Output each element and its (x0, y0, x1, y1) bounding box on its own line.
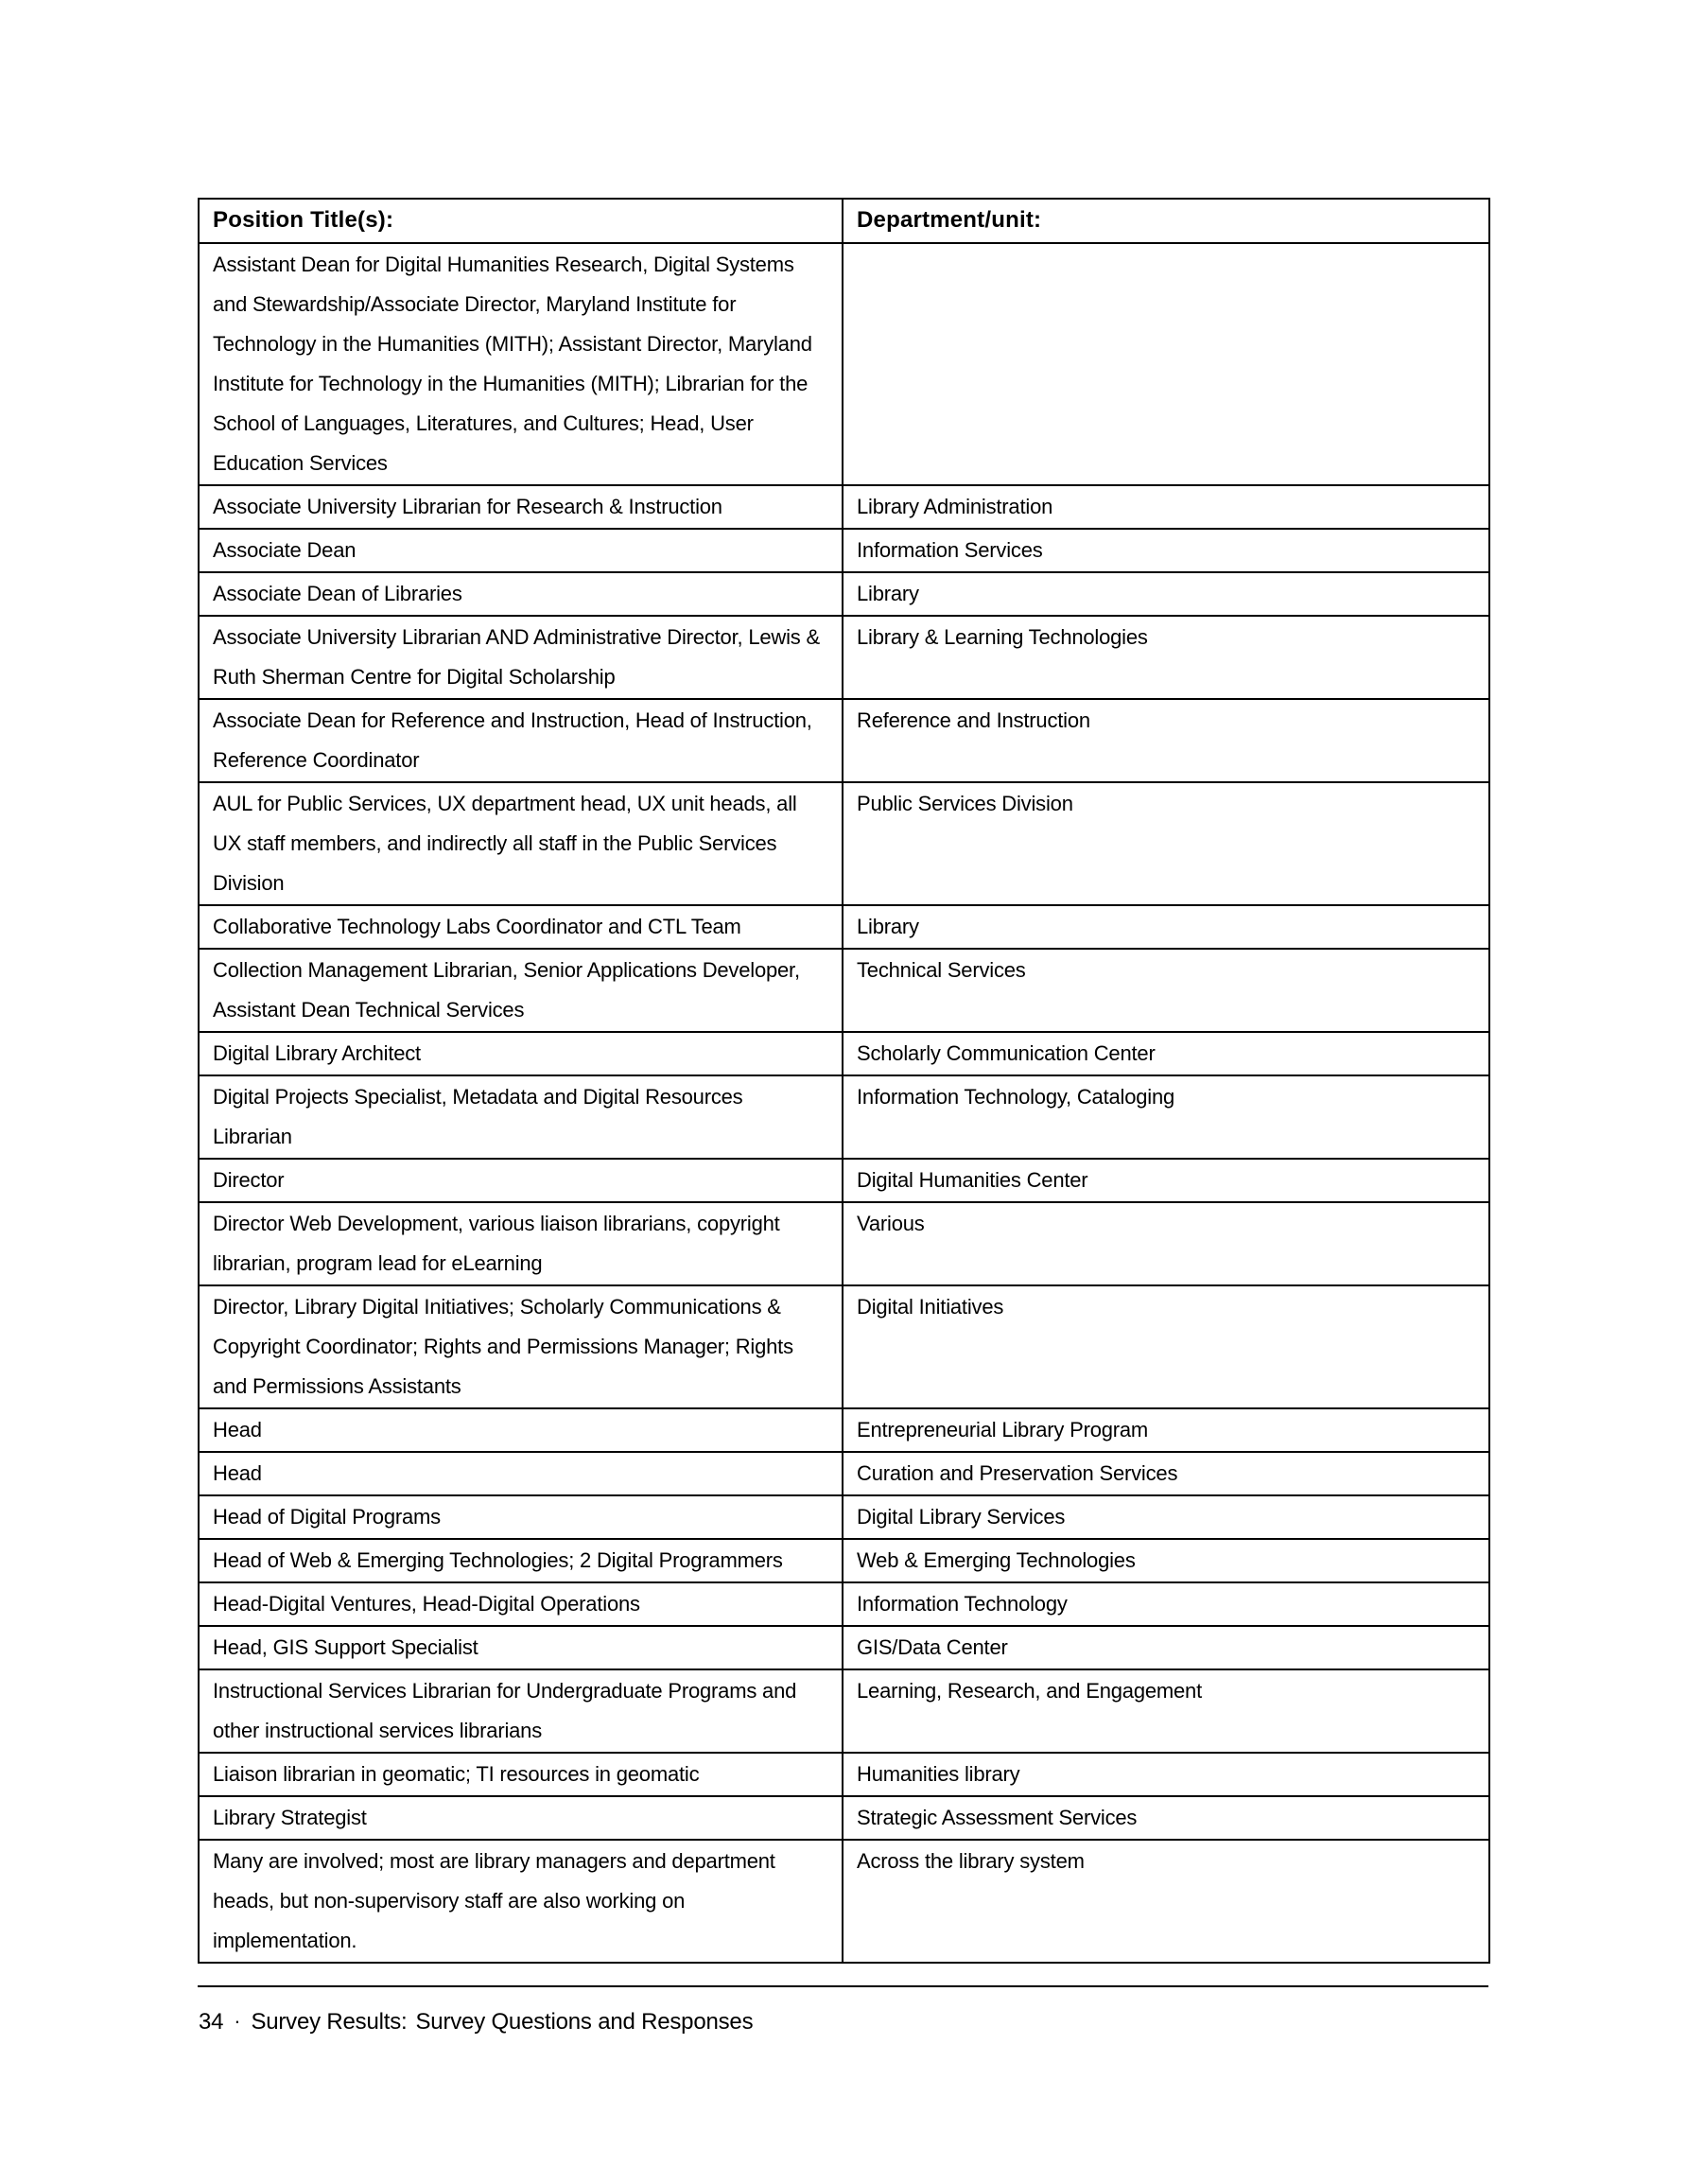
table-row (199, 572, 1489, 616)
position-title-cell: Head (199, 1408, 843, 1452)
table-row (199, 1285, 1489, 1408)
position-title-cell: Liaison librarian in geomatic; TI resources in geomatic (199, 1753, 843, 1796)
department-cell: Information Services (843, 529, 1489, 572)
position-title-cell: Collection Management Librarian, Senior Applications Developer, Assistant Dean Technical Services (199, 949, 843, 1032)
table-row (199, 529, 1489, 572)
table-row (199, 616, 1489, 699)
footer-separator: · (234, 2009, 241, 2033)
position-title-cell: Associate University Librarian for Research & Instruction (199, 485, 843, 529)
table-row (199, 1796, 1489, 1840)
department-cell: Library (843, 572, 1489, 616)
table-row (199, 485, 1489, 529)
department-unit-header: Department/unit: (843, 199, 1489, 243)
department-cell: Library (843, 905, 1489, 949)
table-row (199, 1159, 1489, 1202)
position-title-cell: Digital Projects Specialist, Metadata and Digital Resources Librarian (199, 1075, 843, 1159)
table-row (199, 1202, 1489, 1285)
table-row (199, 1075, 1489, 1159)
position-title-cell: Library Strategist (199, 1796, 843, 1840)
table-row (199, 243, 1489, 485)
position-title-cell: Collaborative Technology Labs Coordinator and CTL Team (199, 905, 843, 949)
position-title-cell: Assistant Dean for Digital Humanities Research, Digital Systems and Stewardship/Associate Director, Maryland Institute for Technology in the Humanities (MITH); Assistant Director, Maryland Institute for Technology in the Humanities (MITH); Librarian for the School of Languages, Literatures, and Cultures; Head, User Education Services (199, 243, 843, 485)
department-cell: Learning, Research, and Engagement (843, 1669, 1489, 1753)
table-row (199, 905, 1489, 949)
position-title-cell: Digital Library Architect (199, 1032, 843, 1075)
department-cell: Web & Emerging Technologies (843, 1539, 1489, 1582)
department-cell: GIS/Data Center (843, 1626, 1489, 1669)
department-cell: Scholarly Communication Center (843, 1032, 1489, 1075)
table-row (199, 1669, 1489, 1753)
department-cell: Curation and Preservation Services (843, 1452, 1489, 1495)
table-header-row (199, 199, 1489, 243)
table-row (199, 1495, 1489, 1539)
department-cell: Strategic Assessment Services (843, 1796, 1489, 1840)
table-row (199, 1753, 1489, 1796)
position-title-cell: Director Web Development, various liaison librarians, copyright librarian, program lead for eLearning (199, 1202, 843, 1285)
department-cell: Library & Learning Technologies (843, 616, 1489, 699)
department-cell: Across the library system (843, 1840, 1489, 1963)
department-cell (843, 243, 1489, 485)
footer-section-title: Survey Questions and Responses (415, 2009, 754, 2035)
department-cell: Digital Library Services (843, 1495, 1489, 1539)
position-title-cell: Head of Digital Programs (199, 1495, 843, 1539)
position-title-cell: Head (199, 1452, 843, 1495)
department-cell: Technical Services (843, 949, 1489, 1032)
department-cell: Reference and Instruction (843, 699, 1489, 782)
table-row (199, 1840, 1489, 1963)
position-department-table (198, 198, 1490, 1964)
position-title-cell: Director (199, 1159, 843, 1202)
table-row (199, 1452, 1489, 1495)
department-cell: Information Technology (843, 1582, 1489, 1626)
department-cell: Humanities library (843, 1753, 1489, 1796)
position-title-cell: Head, GIS Support Specialist (199, 1626, 843, 1669)
position-title-cell: Head-Digital Ventures, Head-Digital Operations (199, 1582, 843, 1626)
position-title-cell: AUL for Public Services, UX department head, UX unit heads, all UX staff members, and indirectly all staff in the Public Services Division (199, 782, 843, 905)
table-row (199, 699, 1489, 782)
department-cell: Public Services Division (843, 782, 1489, 905)
position-title-cell: Director, Library Digital Initiatives; Scholarly Communications & Copyright Coordinator; Rights and Permissions Manager; Rights and Permissions Assistants (199, 1285, 843, 1408)
table-row (199, 1582, 1489, 1626)
table-row (199, 1539, 1489, 1582)
department-cell: Information Technology, Cataloging (843, 1075, 1489, 1159)
page-footer (199, 2007, 753, 2036)
department-cell: Digital Humanities Center (843, 1159, 1489, 1202)
footer-section-label: Survey Results: (251, 2009, 408, 2035)
department-cell: Library Administration (843, 485, 1489, 529)
position-title-cell: Associate Dean of Libraries (199, 572, 843, 616)
position-table-body (199, 243, 1489, 1963)
department-cell: Digital Initiatives (843, 1285, 1489, 1408)
department-cell: Various (843, 1202, 1489, 1285)
position-title-cell: Instructional Services Librarian for Undergraduate Programs and other instructional services librarians (199, 1669, 843, 1753)
position-title-cell: Associate Dean (199, 529, 843, 572)
department-cell: Entrepreneurial Library Program (843, 1408, 1489, 1452)
position-title-cell: Head of Web & Emerging Technologies; 2 Digital Programmers (199, 1539, 843, 1582)
page-number: 34 (199, 2009, 224, 2035)
table-row (199, 1032, 1489, 1075)
footer-divider (198, 1985, 1488, 1987)
position-title-cell: Associate Dean for Reference and Instruction, Head of Instruction, Reference Coordinator (199, 699, 843, 782)
table-row (199, 1626, 1489, 1669)
table-row (199, 949, 1489, 1032)
position-title-cell: Many are involved; most are library managers and department heads, but non-supervisory staff are also working on implementation. (199, 1840, 843, 1963)
table-row (199, 1408, 1489, 1452)
position-title-header: Position Title(s): (199, 199, 843, 243)
table-row (199, 782, 1489, 905)
position-title-cell: Associate University Librarian AND Administrative Director, Lewis & Ruth Sherman Centre for Digital Scholarship (199, 616, 843, 699)
